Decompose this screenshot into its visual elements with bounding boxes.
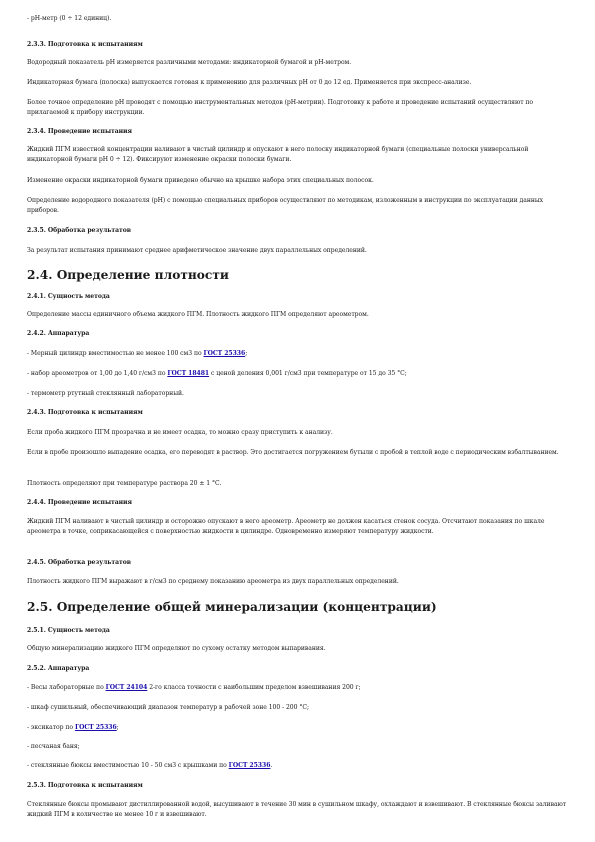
section-heading: 2.4.5. Обработка результатов	[27, 559, 131, 566]
section-heading: 2.4.3. Подготовка к испытаниям	[27, 409, 143, 416]
paragraph: Изменение окраски индикаторной бумаги приведено обычно на крышке набора этих специальных полосок.	[27, 177, 374, 184]
gost-link[interactable]: ГОСТ 25336	[203, 350, 246, 357]
list-item: - набор ареометров от 1,00 до 1,40 г/см3 по ГОСТ 18481 с ценой деления 0,001 г/см3 при температуре от 15 до 35 °С;	[27, 370, 407, 377]
paragraph: Стеклянные бюксы промывают дистиллированной водой, высушивают в течение 30 мин в сушильном шкафу, охлаждают и взвешивают. В стеклянные бюксы заливают жидкий ПГМ в количестве не менее 10 г и взвешивают.	[27, 801, 567, 819]
gost-link[interactable]: ГОСТ 18481	[167, 370, 210, 377]
section-heading: 2.5.2. Аппаратура	[27, 665, 90, 672]
list-item: - стеклянные бюксы вместимостью 10 - 50 см3 с крышками по ГОСТ 25336.	[27, 762, 273, 769]
paragraph: Индикаторная бумага (полоска) выпускается готовая к применению для различных pH от 0 до 12 ед. Применяется при экспресс-анализе.	[27, 79, 472, 86]
paragraph: Плотность жидкого ПГМ выражают в г/см3 по среднему показанию ареометра из двух параллельных определений.	[27, 578, 399, 585]
paragraph: Водородный показатель pH измеряется различными методами: индикаторной бумагой и pH-метром.	[27, 59, 352, 66]
list-item: - шкаф сушильный, обеспечивающий диапазон температур в рабочей зоне 100 - 200 °С;	[27, 704, 309, 711]
paragraph: Общую минерализацию жидкого ПГМ определяют по сухому остатку методом выпаривания.	[27, 645, 326, 652]
paragraph: Если в пробе произошло выпадение осадка, его переводят в раствор. Это достигается погружением бутыли с пробой в теплой воде с периодическим взбалтыванием.	[27, 449, 559, 456]
paragraph: Определение водородного показателя (pH) с помощью специальных приборов осуществляют по методикам, изложенным в инструкции по эксплуатации данных приборов.	[27, 197, 544, 215]
paragraph: Если проба жидкого ПГМ прозрачна и не имеет осадка, то можно сразу приступить к анализу.	[27, 429, 333, 436]
section-heading: 2.5.1. Сущность метода	[27, 627, 110, 634]
paragraph: Более точное определение pH проводят с помощью инструментальных методов (pH-метрии). Подготовку к работе и проведение испытаний осуществляют по прилагаемой к прибору инструкции.	[27, 99, 534, 117]
paragraph: За результат испытания принимают среднее арифметическое значение двух параллельных определений.	[27, 247, 367, 254]
section-heading: 2.4.2. Аппаратура	[27, 330, 90, 337]
list-item: - термометр ртутный стеклянный лабораторный.	[27, 390, 184, 397]
paragraph: Плотность определяют при температуре раствора 20 ± 1 °С.	[27, 480, 222, 487]
paragraph: Определение массы единичного объема жидкого ПГМ. Плотность жидкого ПГМ определяют ареометром.	[27, 311, 369, 318]
section-heading: 2.5.3. Подготовка к испытаниям	[27, 782, 143, 789]
list-item: - песчаная баня;	[27, 743, 80, 750]
chapter-heading: 2.4. Определение плотности	[27, 268, 229, 282]
section-heading: 2.4.4. Проведение испытания	[27, 499, 132, 506]
chapter-heading: 2.5. Определение общей минерализации (концентрации)	[27, 600, 437, 614]
section-heading: 2.3.4. Проведение испытания	[27, 128, 132, 135]
list-item: - pH-метр (0 ÷ 12 единиц).	[27, 15, 112, 22]
gost-link[interactable]: ГОСТ 25336	[74, 724, 117, 731]
list-item: - эксикатор по ГОСТ 25336;	[27, 724, 119, 731]
list-item: - Весы лабораторные по ГОСТ 24104 2-го класса точности с наибольшим пределом взвешивания 200 г;	[27, 684, 361, 691]
paragraph: Жидкий ПГМ наливают в чистый цилиндр и осторожно опускают в него ареометр. Ареометр не должен касаться стенок сосуда. Отсчитают показания по шкале ареометра в точке, соприкасающейся с поверхностью жидкости в цилиндре. Одновременно измеряют температуру жидкости.	[27, 518, 545, 536]
section-heading: 2.3.3. Подготовка к испытаниям	[27, 41, 143, 48]
paragraph: Жидкий ПГМ известной концентрации наливают в чистый цилиндр и опускают в него полоску индикаторной бумаги (специальные полоски универсальной индикаторной бумаги pH 0 ÷ 12). Фиксируют изменение окраски полоски бумаги.	[27, 146, 529, 164]
section-heading: 2.3.5. Обработка результатов	[27, 227, 131, 234]
gost-link[interactable]: ГОСТ 24104	[105, 684, 148, 691]
section-heading: 2.4.1. Сущность метода	[27, 293, 110, 300]
gost-link[interactable]: ГОСТ 25336	[228, 762, 271, 769]
list-item: - Мерный цилиндр вместимостью не менее 100 см3 по ГОСТ 25336;	[27, 350, 248, 357]
